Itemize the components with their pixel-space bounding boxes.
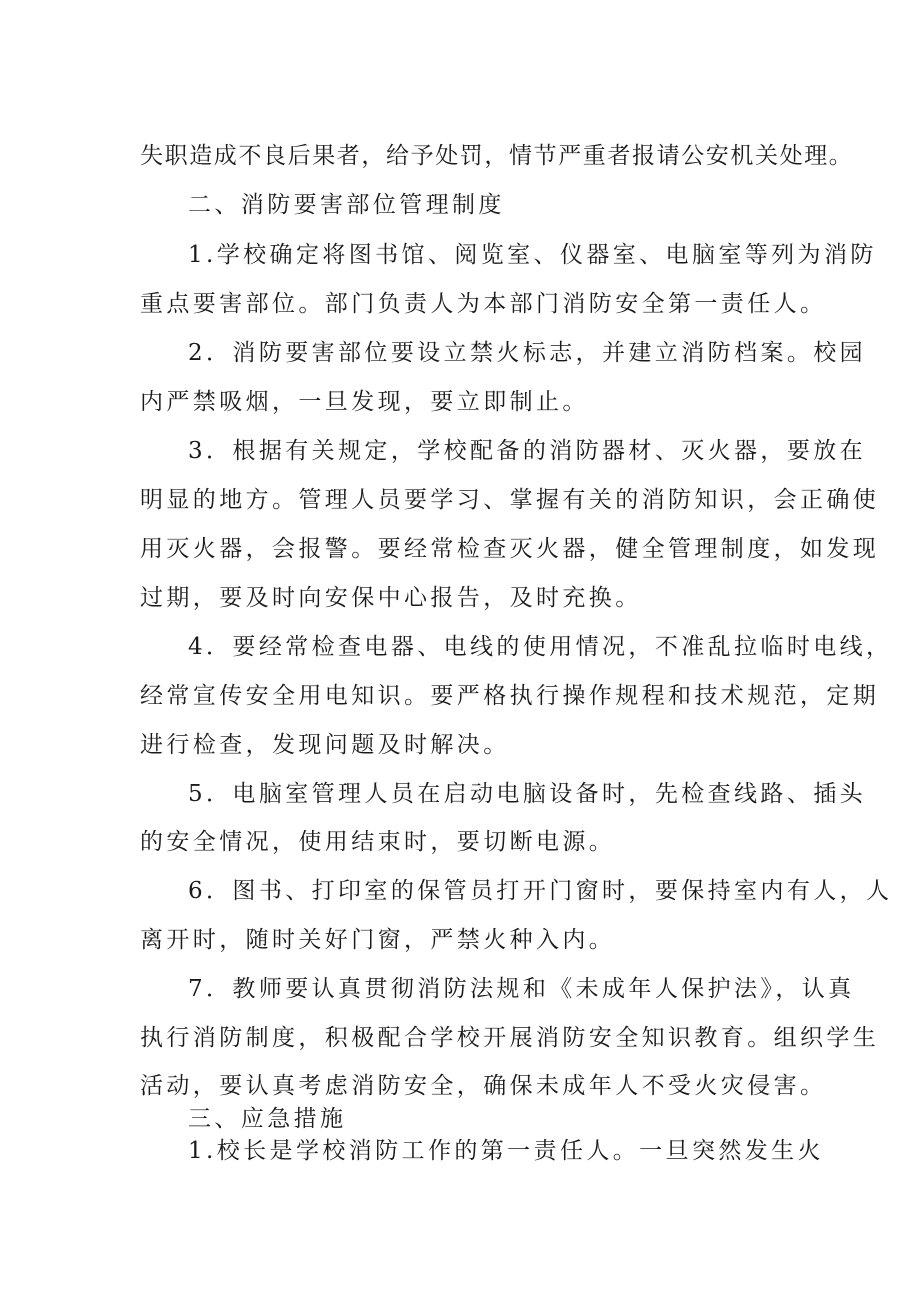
paragraph-line: 重点要害部位。部门负责人为本部门消防安全第一责任人。 (140, 291, 827, 317)
paragraph-line: 用灭火器，会报警。要经常检查灭火器，健全管理制度，如发现 (140, 536, 880, 562)
paragraph-line: 执行消防制度，积极配合学校开展消防安全知识教育。组织学生 (140, 1025, 880, 1051)
paragraph-line: 6．图书、打印室的保管员打开门窗时，要保持室内有人，人 (188, 878, 893, 904)
paragraph-line: 进行检查，发现问题及时解决。 (140, 732, 510, 758)
paragraph-line: 的安全情况，使用结束时，要切断电源。 (140, 829, 616, 855)
paragraph-line: 2．消防要害部位要设立禁火标志，并建立消防档案。校园 (188, 340, 867, 366)
paragraph-line: 4．要经常检查电器、电线的使用情况，不准乱拉临时电线， (188, 634, 893, 660)
paragraph-line: 离开时，随时关好门窗，严禁火种入内。 (140, 927, 616, 953)
paragraph-line: 内严禁吸烟，一旦发现，要立即制止。 (140, 389, 589, 415)
paragraph-line: 过期，要及时向安保中心报告，及时充换。 (140, 585, 642, 611)
paragraph-line: 活动，要认真考虑消防安全，确保未成年人不受火灾侵害。 (140, 1073, 827, 1099)
paragraph-line: 1.学校确定将图书馆、阅览室、仪器室、电脑室等列为消防 (188, 242, 877, 268)
paragraph-line: 5．电脑室管理人员在启动电脑设备时，先检查线路、插头 (188, 781, 867, 807)
section-heading-2: 二、消防要害部位管理制度 (188, 192, 505, 218)
paragraph-line: 7．教师要认真贯彻消防法规和《未成年人保护法》，认真 (188, 976, 855, 1002)
paragraph-line: 明显的地方。管理人员要学习、掌握有关的消防知识，会正确使 (140, 487, 880, 513)
section-heading-3: 三、应急措施 (188, 1106, 347, 1132)
paragraph-line: 经常宣传安全用电知识。要严格执行操作规程和技术规范，定期 (140, 683, 880, 709)
paragraph-line: 1.校长是学校消防工作的第一责任人。一旦突然发生火 (188, 1138, 824, 1164)
paragraph-line: 3．根据有关规定，学校配备的消防器材、灭火器，要放在 (188, 438, 867, 464)
paragraph-line: 失职造成不良后果者，给予处罚，情节严重者报请公安机关处理。 (140, 143, 854, 169)
